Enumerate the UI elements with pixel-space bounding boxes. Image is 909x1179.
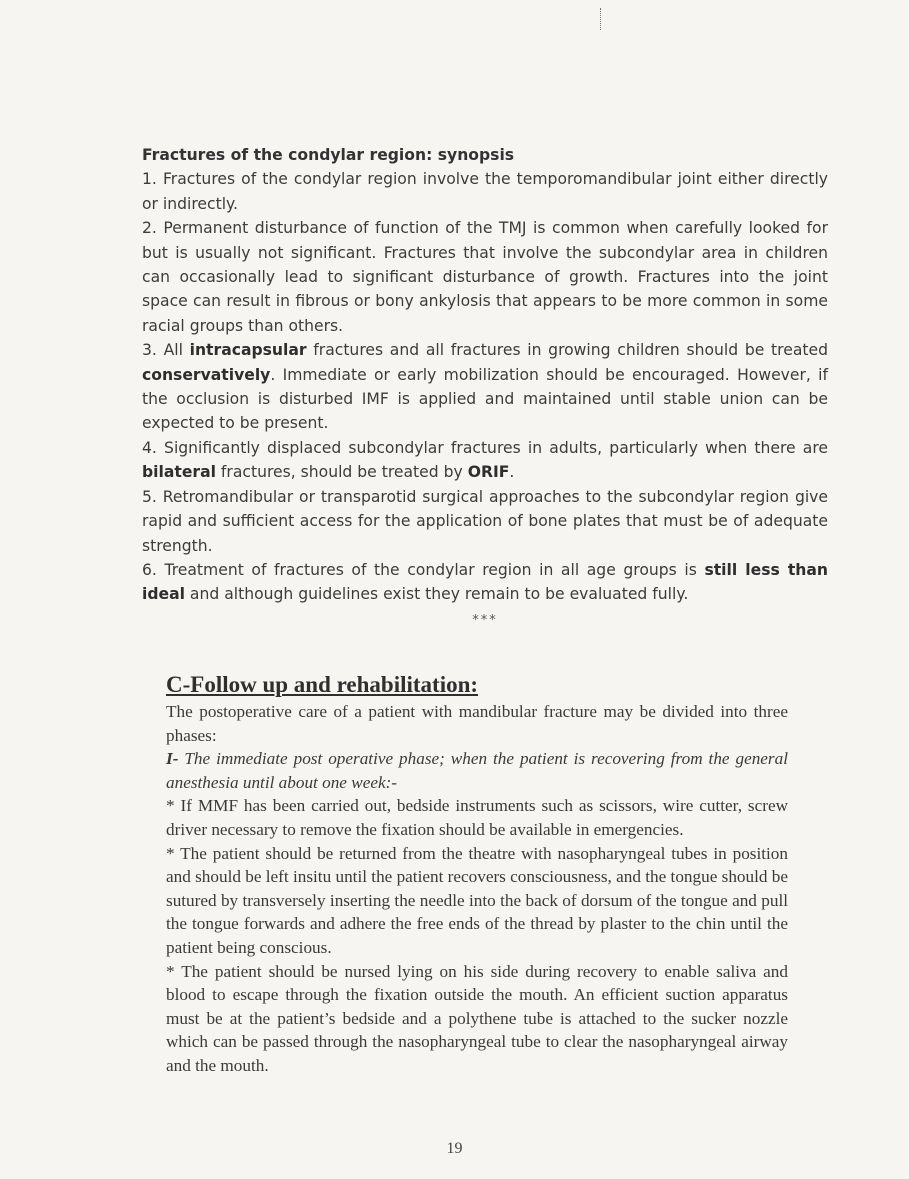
phase-1-text: The immediate post operative phase; when the patient is recovering from the general anesthesia until about one week:- xyxy=(166,749,788,792)
point-3-text-c: fractures and all fractures in growing children should be treated xyxy=(306,341,828,360)
followup-intro: The postoperative care of a patient with mandibular fracture may be divided into three phases: xyxy=(166,702,788,745)
page-number: 19 xyxy=(446,1140,463,1157)
point-3-text-a: 3. All xyxy=(142,341,190,360)
point-6-text-c: and although guidelines exist they remain to be evaluated fully. xyxy=(184,585,689,604)
synopsis-heading: Fractures of the condylar region: synopsis xyxy=(142,146,515,164)
followup-bullet-3: * The patient should be nursed lying on his side during recovery to enable saliva and blood to escape through the fixation outside the mouth. An efficient suction apparatus must be at the patient’s bedside and a polythene tube is attached to the sucker nozzle which can be passed through the nasopharyngeal tube to clear the nasopharyngeal airway and the mouth. xyxy=(166,961,788,1075)
point-4-bold-orif: ORIF xyxy=(467,463,510,482)
synopsis-point-4 xyxy=(142,436,828,485)
synopsis-point-5: 5. Retromandibular or transparotid surgical approaches to the subcondylar region give rapid and sufficient access for the application of bone plates that must be of adequate strength. xyxy=(142,487,828,555)
point-4-bold-bilateral: bilateral xyxy=(142,463,216,482)
synopsis-point-3 xyxy=(142,338,828,436)
section-separator: *** xyxy=(472,612,498,628)
synopsis-section xyxy=(142,143,828,633)
synopsis-point-2: 2. Permanent disturbance of function of the TMJ is common when carefully looked for but is usually not significant. Fractures that involve the subcondylar area in children can occasionally lead to significant disturbance of growth. Fractures into the joint space can result in fibrous or bony ankylosis that appears to be more common in some racial groups than others. xyxy=(142,219,828,335)
point-4-text-e: . xyxy=(509,463,515,482)
phase-1-number: I- xyxy=(166,749,179,769)
synopsis-point-1: 1. Fractures of the condylar region involve the temporomandibular joint either directly or indirectly. xyxy=(142,170,828,213)
followup-title: C-Follow up and rehabilitation: xyxy=(166,672,479,697)
point-6-bold-still-less-than-ideal: still less than ideal xyxy=(142,560,828,604)
followup-bullet-1: * If MMF has been carried out, bedside instruments such as scissors, wire cutter, screw driver necessary to remove the fixation should be available in emergencies. xyxy=(166,796,788,839)
followup-bullet-2: * The patient should be returned from the theatre with nasopharyngeal tubes in position and should be left insitu until the patient recovers consciousness, and the tongue should be sutured by transversely inserting the needle into the back of dorsum of the tongue and pull the tongue forwards and adhere the free ends of the thread by plaster to the chin until the patient being conscious. xyxy=(166,843,788,957)
followup-section xyxy=(166,670,788,1078)
point-4-text-c: fractures, should be treated by xyxy=(215,463,468,482)
point-3-bold-conservatively: conservatively xyxy=(142,365,271,384)
point-4-text-a: 4. Significantly displaced subcondylar fractures in adults, particularly when there are xyxy=(142,438,828,457)
scan-mark xyxy=(600,8,604,30)
synopsis-point-6 xyxy=(142,558,828,607)
point-3-bold-intracapsular: intracapsular xyxy=(189,341,307,360)
point-6-text-a: 6. Treatment of fractures of the condylar region in all age groups is xyxy=(142,560,705,579)
phase-1-heading xyxy=(166,747,788,794)
point-3-text-e: . Immediate or early mobilization should be encouraged. However, if the occlusion is disturbed IMF is applied and maintained until stable union can be expected to be present. xyxy=(142,365,828,433)
